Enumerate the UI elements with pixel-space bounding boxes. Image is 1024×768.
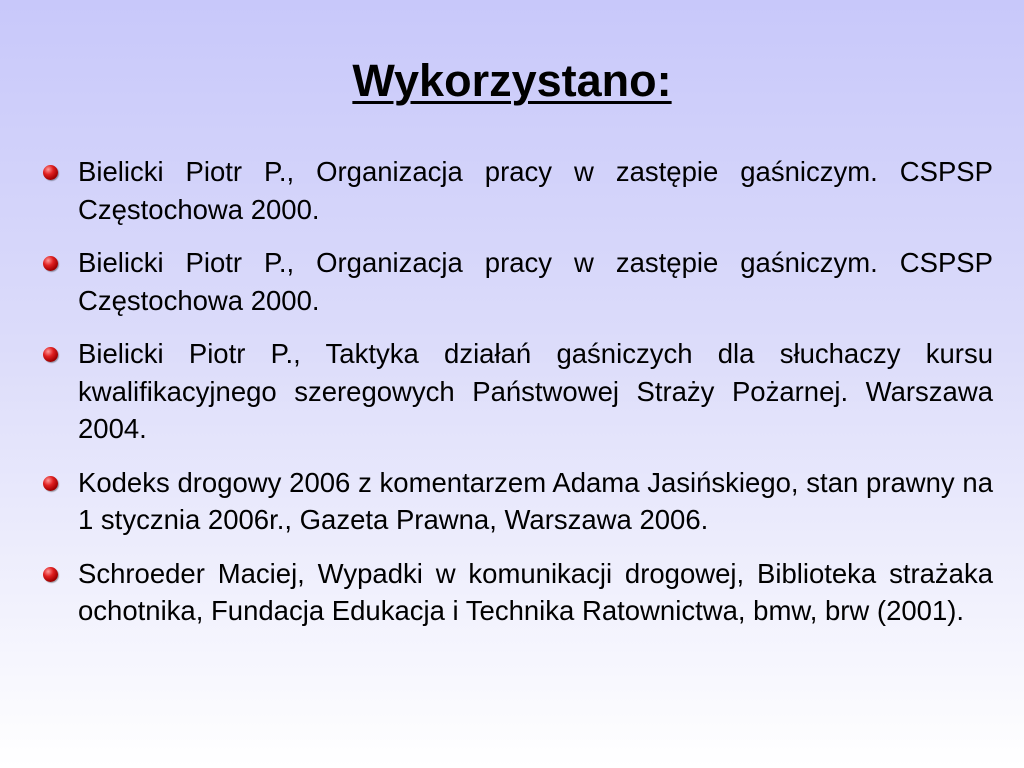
reference-item — [78, 153, 993, 228]
slide-title — [0, 54, 1024, 108]
red-sphere-bullet-icon — [43, 347, 58, 362]
red-sphere-bullet-icon — [43, 567, 58, 582]
reference-item — [78, 555, 993, 630]
reference-item — [78, 244, 993, 319]
red-sphere-bullet-icon — [43, 476, 58, 491]
reference-text: Schroeder Maciej, Wypadki w komunikacji drogowej, Biblioteka strażaka ochotnika, Fundacja Edukacja i Technika Ratownictwa, bmw, brw (2001). — [78, 557, 993, 626]
slide-title-text: Wykorzystano: — [352, 55, 672, 106]
references-list — [78, 153, 993, 646]
reference-item — [78, 464, 993, 539]
reference-text: Bielicki Piotr P., Taktyka działań gaśniczych dla słuchaczy kursu kwalifikacyjnego szeregowych Państwowej Straży Pożarnej. Warszawa 2004. — [78, 338, 993, 444]
reference-text: Kodeks drogowy 2006 z komentarzem Adama Jasińskiego, stan prawny na 1 stycznia 2006r., Gazeta Prawna, Warszawa 2006. — [78, 466, 993, 535]
reference-text: Bielicki Piotr P., Organizacja pracy w zastępie gaśniczym. CSPSP Częstochowa 2000. — [78, 156, 993, 225]
red-sphere-bullet-icon — [43, 165, 58, 180]
red-sphere-bullet-icon — [43, 256, 58, 271]
reference-text: Bielicki Piotr P., Organizacja pracy w zastępie gaśniczym. CSPSP Częstochowa 2000. — [78, 247, 993, 316]
reference-item — [78, 335, 993, 448]
